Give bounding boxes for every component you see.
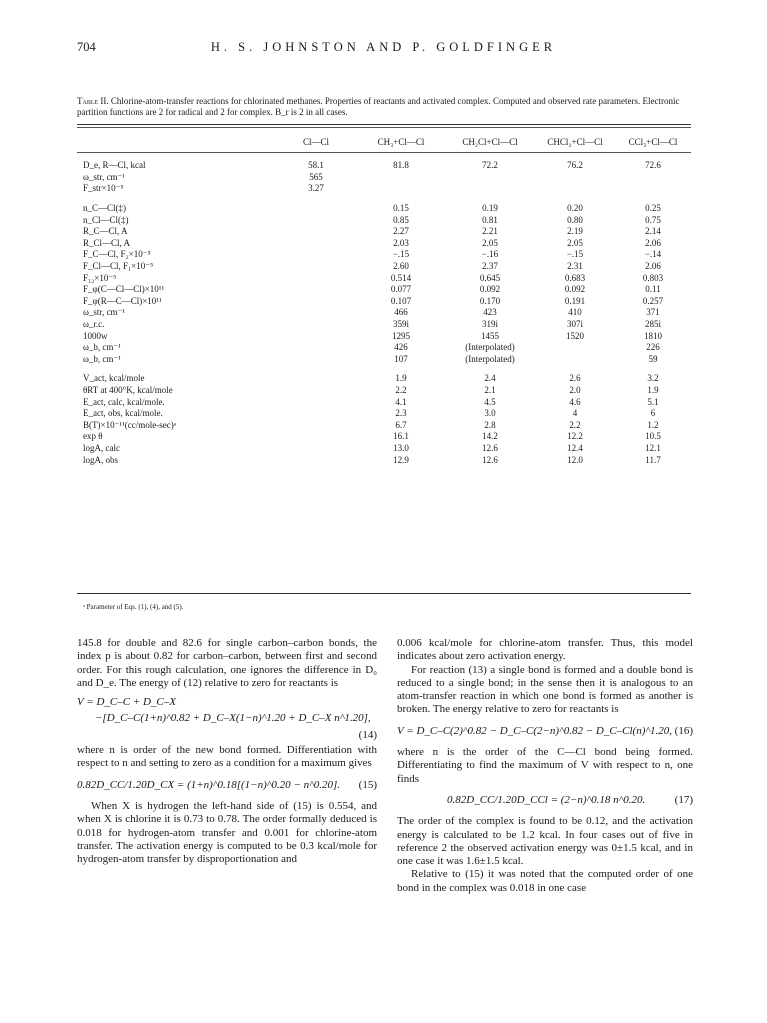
table-row bbox=[77, 419, 691, 431]
table-cell: 2.6 bbox=[569, 373, 581, 384]
table-cell: 466 bbox=[394, 307, 408, 318]
table-cell bbox=[275, 307, 357, 319]
table-cell: 81.8 bbox=[393, 160, 409, 171]
table-cell: 12.9 bbox=[393, 454, 409, 465]
table-cell: 12.2 bbox=[567, 431, 583, 442]
table-cell: 2.27 bbox=[393, 226, 409, 237]
table-cell: 1455 bbox=[481, 330, 499, 341]
table-cell: 4.5 bbox=[484, 396, 496, 407]
table-cell: 0.092 bbox=[564, 284, 586, 295]
equation-text: V = D_C–C(2)^0.82 − D_C–C(2−n)^0.82 − D_C–Cl(n)^1.20, bbox=[397, 724, 673, 737]
table-cell: (Interpolated) bbox=[465, 342, 515, 353]
table-cell: 0.15 bbox=[393, 203, 409, 214]
table-cell: 2.05 bbox=[567, 237, 583, 248]
row-label: ω_b, cm⁻¹ bbox=[83, 342, 121, 353]
table-caption-label: Table II. bbox=[77, 96, 109, 106]
table-cell: 12.0 bbox=[567, 454, 583, 465]
row-label: 1000w bbox=[83, 330, 108, 341]
table-cell: 2.2 bbox=[569, 419, 581, 430]
table-row bbox=[77, 431, 691, 443]
table-cell bbox=[275, 443, 357, 455]
table-cell bbox=[615, 172, 691, 184]
row-label: F₁₂×10⁻⁵ bbox=[83, 272, 117, 283]
paragraph: 145.8 for double and 82.6 for single carbon–carbon bonds, the index p is about 0.82 for carbon–carbon, between first and second order. For this rough calculation, one ignores the difference in D₀ and D_e. The energy of (12) relative to zero for reactants is bbox=[77, 637, 377, 689]
table-cell: 16.1 bbox=[393, 431, 409, 442]
table-header-row bbox=[77, 134, 691, 150]
left-text-column bbox=[77, 637, 377, 866]
table-cell bbox=[275, 261, 357, 273]
table-cell bbox=[535, 183, 615, 195]
table-cell: 0.645 bbox=[479, 272, 501, 283]
table-cell: 2.06 bbox=[645, 261, 661, 272]
row-label: n_C—Cl(‡) bbox=[83, 203, 127, 214]
table-cell bbox=[357, 172, 445, 184]
paragraph: When X is hydrogen the left-hand side of (15) is 0.554, and when X is chlorine it is 0.73 to 0.78. The order formally deduced is 0.018 for hydrogen-atom transfer and 0.001 for chlorine-atom transfer. The activation energy is computed to be 0.3 kcal/mole for hydrogen-atom transfer by disproportionation and bbox=[77, 799, 377, 866]
table-cell: 76.2 bbox=[567, 160, 583, 171]
table-cell bbox=[275, 238, 357, 250]
table-cell bbox=[275, 214, 357, 226]
table-cell bbox=[535, 172, 615, 184]
table-cell bbox=[275, 454, 357, 466]
table-cell: 0.25 bbox=[645, 203, 661, 214]
row-label: B(T)×10⁻¹¹(cc/mole-sec)ᵃ bbox=[83, 419, 177, 430]
table-cell: 0.803 bbox=[642, 272, 664, 283]
page-number: 704 bbox=[77, 40, 96, 54]
table-cell: 2.2 bbox=[395, 384, 407, 395]
table-cell bbox=[275, 284, 357, 296]
table-cell: 3.2 bbox=[647, 373, 659, 384]
table-cell: 0.11 bbox=[645, 284, 661, 295]
table-row bbox=[77, 354, 691, 366]
row-label: V_act, kcal/mole bbox=[83, 373, 145, 384]
table-cell: 0.19 bbox=[482, 203, 498, 214]
table-cell bbox=[275, 226, 357, 238]
table-cell bbox=[275, 385, 357, 397]
table-cell bbox=[275, 296, 357, 308]
table-row bbox=[77, 396, 691, 408]
table-cell: 2.03 bbox=[393, 237, 409, 248]
table-row bbox=[77, 214, 691, 226]
row-label: F_str×10⁻⁵ bbox=[83, 183, 124, 194]
table-cell: 0.20 bbox=[567, 203, 583, 214]
table-cell: 359i bbox=[392, 319, 409, 330]
table-bottom-rule bbox=[77, 593, 691, 594]
table-cell: 226 bbox=[646, 342, 660, 353]
table-cell bbox=[275, 408, 357, 420]
table-cell: 2.1 bbox=[484, 384, 496, 395]
equation-15 bbox=[77, 779, 377, 792]
running-head: H. S. JOHNSTON AND P. GOLDFINGER bbox=[210, 40, 557, 54]
table-cell bbox=[275, 431, 357, 443]
table-cell: 0.077 bbox=[390, 284, 412, 295]
table-cell: 423 bbox=[483, 307, 497, 318]
table-row bbox=[77, 183, 691, 195]
table-cell bbox=[445, 172, 535, 184]
table-cell: 2.0 bbox=[569, 384, 581, 395]
table-cell bbox=[275, 354, 357, 366]
table-cell: 59 bbox=[648, 353, 658, 364]
table-row bbox=[77, 238, 691, 250]
table-cell: 2.31 bbox=[567, 261, 583, 272]
table-cell bbox=[275, 373, 357, 385]
row-label: F_φ(C—Cl—Cl)×10¹¹ bbox=[83, 284, 165, 295]
column-header: CH₂Cl+Cl—Cl bbox=[462, 136, 518, 147]
table-cell bbox=[275, 396, 357, 408]
equation-number: (17) bbox=[674, 793, 693, 806]
table-cell: (Interpolated) bbox=[465, 353, 515, 364]
table-top-rule-2 bbox=[77, 127, 691, 128]
table-cell: 2.3 bbox=[395, 408, 407, 419]
table-cell bbox=[357, 183, 445, 195]
table-cell: 319i bbox=[481, 319, 498, 330]
table-footnote: ᵃ Parameter of Eqs. (1), (4), and (5). bbox=[83, 603, 184, 611]
row-label: logA, obs bbox=[83, 454, 119, 465]
row-label: F_φ(R—C—Cl)×10¹¹ bbox=[83, 295, 162, 306]
table-cell: 2.8 bbox=[484, 419, 496, 430]
column-header: Cl—Cl bbox=[302, 136, 329, 147]
table-cell: 12.4 bbox=[567, 442, 583, 453]
equation-17 bbox=[397, 794, 693, 807]
paragraph: where n is the order of the C—Cl bond being formed. Differentiating to find the maximum of V with respect to n, one finds bbox=[397, 746, 693, 785]
paragraph: For reaction (13) a single bond is formed and a double bond is reduced to a single bond; in the sense then it is analogous to an atom-transfer reaction in which one bond is formed as another is broken. The energy relative to zero for reactants is bbox=[397, 663, 693, 716]
table-cell bbox=[615, 183, 691, 195]
table-cell bbox=[275, 342, 357, 354]
row-spacer bbox=[77, 466, 691, 474]
table-cell: 0.80 bbox=[567, 214, 583, 225]
table-cell: 3.0 bbox=[484, 408, 496, 419]
table-body bbox=[77, 150, 691, 474]
equation-number: (15) bbox=[358, 778, 377, 791]
table-cell: 4.1 bbox=[395, 396, 407, 407]
row-label: F_C—Cl, F₂×10⁻⁵ bbox=[83, 249, 151, 260]
table-cell: 72.2 bbox=[482, 160, 498, 171]
table-cell: 285i bbox=[644, 319, 661, 330]
table-cell: 3.27 bbox=[308, 183, 324, 194]
table-cell: 2.37 bbox=[482, 261, 498, 272]
table-cell: 0.107 bbox=[390, 295, 412, 306]
paragraph: where n is order of the new bond formed. Differentiation with respect to n and setting to zero as a condition for a maximum gives bbox=[77, 744, 377, 770]
table-cell: 0.191 bbox=[564, 295, 586, 306]
table-cell: 0.85 bbox=[393, 214, 409, 225]
row-label: ω_str, cm⁻¹ bbox=[83, 171, 126, 182]
table-cell bbox=[445, 183, 535, 195]
table-cell bbox=[535, 342, 615, 354]
table-cell: 0.81 bbox=[482, 214, 498, 225]
equation-14-number: (14) bbox=[358, 728, 377, 741]
equation-text: V = D_C–C + D_C–X bbox=[77, 696, 176, 709]
table-cell: 0.75 bbox=[645, 214, 661, 225]
row-label: R_C—Cl, A bbox=[83, 226, 128, 237]
table-cell: 4 bbox=[572, 408, 578, 419]
table-cell: 6 bbox=[650, 408, 656, 419]
table-cell: 1.9 bbox=[647, 384, 659, 395]
table-row bbox=[77, 385, 691, 397]
table-cell: 1810 bbox=[644, 330, 662, 341]
row-label: E_act, calc, kcal/mole. bbox=[83, 396, 165, 407]
table-cell: 72.6 bbox=[645, 160, 661, 171]
table-cell: −.14 bbox=[644, 249, 662, 260]
table-row bbox=[77, 249, 691, 261]
table-cell: 371 bbox=[646, 307, 660, 318]
table-row bbox=[77, 272, 691, 284]
table-cell: 6.7 bbox=[395, 419, 407, 430]
table-cell bbox=[275, 249, 357, 261]
row-label: D_e, R—Cl, kcal bbox=[83, 160, 146, 171]
table-caption-text: Chlorine-atom-transfer reactions for chlorinated methanes. Properties of reactants and activated complex. Computed and observed rate parameters. Electronic partition functions are 2 for radical and 2 for complex. B_r is 2 in all cases. bbox=[77, 96, 680, 117]
table-cell: 2.19 bbox=[567, 226, 583, 237]
table-cell: 0.092 bbox=[479, 284, 501, 295]
table-row bbox=[77, 261, 691, 273]
table-cell: 565 bbox=[309, 171, 323, 182]
table-cell: 0.170 bbox=[479, 295, 501, 306]
table-cell bbox=[275, 272, 357, 284]
column-header: CCl₃+Cl—Cl bbox=[628, 136, 678, 147]
header-blank bbox=[77, 134, 275, 150]
table-cell: 1.2 bbox=[647, 419, 659, 430]
table-cell bbox=[275, 419, 357, 431]
row-label: ω_str, cm⁻¹ bbox=[83, 307, 126, 318]
table-cell: 12.6 bbox=[482, 454, 498, 465]
table-cell: 5.1 bbox=[647, 396, 659, 407]
table-cell: 410 bbox=[568, 307, 582, 318]
table-cell: 13.0 bbox=[393, 442, 409, 453]
table-cell: 0.683 bbox=[564, 272, 586, 283]
row-label: ω_b, cm⁻¹ bbox=[83, 353, 121, 364]
table-row bbox=[77, 443, 691, 455]
table-cell: 12.6 bbox=[482, 442, 498, 453]
equation-14-line-1 bbox=[77, 696, 377, 709]
table-cell: 11.7 bbox=[645, 454, 661, 465]
equation-text: 0.82D_CC/1.20D_CX = (1+n)^0.18[(1−n)^0.20 − n^0.20]. bbox=[77, 778, 341, 791]
table-cell: 2.05 bbox=[482, 237, 498, 248]
table-cell: −.15 bbox=[392, 249, 410, 260]
row-label: exp θ bbox=[83, 431, 103, 442]
table-cell: 10.5 bbox=[645, 431, 661, 442]
table-row bbox=[77, 373, 691, 385]
equation-number: (16) bbox=[674, 724, 693, 737]
row-spacer bbox=[77, 150, 691, 160]
table-row bbox=[77, 296, 691, 308]
table-row bbox=[77, 284, 691, 296]
paragraph: Relative to (15) it was noted that the computed order of one bond in the complex was 0.018 in one case bbox=[397, 868, 693, 894]
table-cell bbox=[275, 203, 357, 215]
table-cell: 0.514 bbox=[390, 272, 412, 283]
row-label: R_Cl—Cl, A bbox=[83, 237, 131, 248]
table-cell: 1295 bbox=[392, 330, 410, 341]
table-row bbox=[77, 454, 691, 466]
table-cell: 2.06 bbox=[645, 237, 661, 248]
table-cell: −.16 bbox=[481, 249, 499, 260]
column-header: CH₃+Cl—Cl bbox=[377, 136, 425, 147]
row-label: ω_r.c. bbox=[83, 319, 105, 330]
table-row bbox=[77, 319, 691, 331]
table-row bbox=[77, 307, 691, 319]
row-label: logA, calc bbox=[83, 442, 120, 453]
right-text-column bbox=[397, 637, 693, 895]
table-cell: 4.6 bbox=[569, 396, 581, 407]
table-cell: 107 bbox=[394, 353, 408, 364]
row-label: n_Cl—Cl(‡) bbox=[83, 214, 129, 225]
table-row bbox=[77, 330, 691, 342]
table-cell: 58.1 bbox=[308, 160, 324, 171]
table-cell: 2.14 bbox=[645, 226, 661, 237]
row-label: E_act, obs, kcal/mole. bbox=[83, 408, 163, 419]
table-cell: 426 bbox=[394, 342, 408, 353]
table-cell: 2.60 bbox=[393, 261, 409, 272]
table-top-rule bbox=[77, 124, 691, 125]
data-table bbox=[77, 134, 691, 474]
table-cell bbox=[275, 330, 357, 342]
row-spacer bbox=[77, 365, 691, 373]
table-cell bbox=[535, 354, 615, 366]
table-row bbox=[77, 342, 691, 354]
table-row bbox=[77, 226, 691, 238]
table-cell: 1520 bbox=[566, 330, 584, 341]
table-cell: 0.257 bbox=[642, 295, 664, 306]
table-cell: 14.2 bbox=[482, 431, 498, 442]
table-row bbox=[77, 160, 691, 172]
table-cell: 2.4 bbox=[484, 373, 496, 384]
table-cell: 1.9 bbox=[395, 373, 407, 384]
equation-text: 0.82D_CC/1.20D_CCl = (2−n)^0.18 n^0.20. bbox=[447, 793, 646, 806]
table-caption bbox=[77, 96, 691, 118]
equation-16 bbox=[397, 725, 693, 738]
row-label: θRT at 400°K, kcal/mole bbox=[83, 384, 173, 395]
table-row bbox=[77, 203, 691, 215]
paragraph: The order of the complex is found to be 0.12, and the activation energy is calculated to be 1.2 kcal. In four cases out of five in reference 2 the observed activation energy was 0±1.5 kcal, and in one case it was 1.6±1.5 kcal. bbox=[397, 815, 693, 868]
column-header: CHCl₂+Cl—Cl bbox=[547, 136, 603, 147]
row-label: F_Cl—Cl, F₁×10⁻⁵ bbox=[83, 261, 154, 272]
table-row bbox=[77, 408, 691, 420]
table-row bbox=[77, 172, 691, 184]
table-cell: −.15 bbox=[566, 249, 584, 260]
equation-14-line-2: −[D_C–C(1+n)^0.82 + D_C–X(1−n)^1.20 + D_C–X n^1.20], bbox=[95, 712, 371, 725]
table-cell: 2.21 bbox=[482, 226, 498, 237]
paragraph: 0.006 kcal/mole for chlorine-atom transfer. Thus, this model indicates about zero activation energy. bbox=[397, 637, 693, 663]
row-spacer bbox=[77, 195, 691, 203]
table-cell: 307i bbox=[566, 319, 583, 330]
table-cell: 12.1 bbox=[645, 442, 661, 453]
table-cell bbox=[275, 319, 357, 331]
